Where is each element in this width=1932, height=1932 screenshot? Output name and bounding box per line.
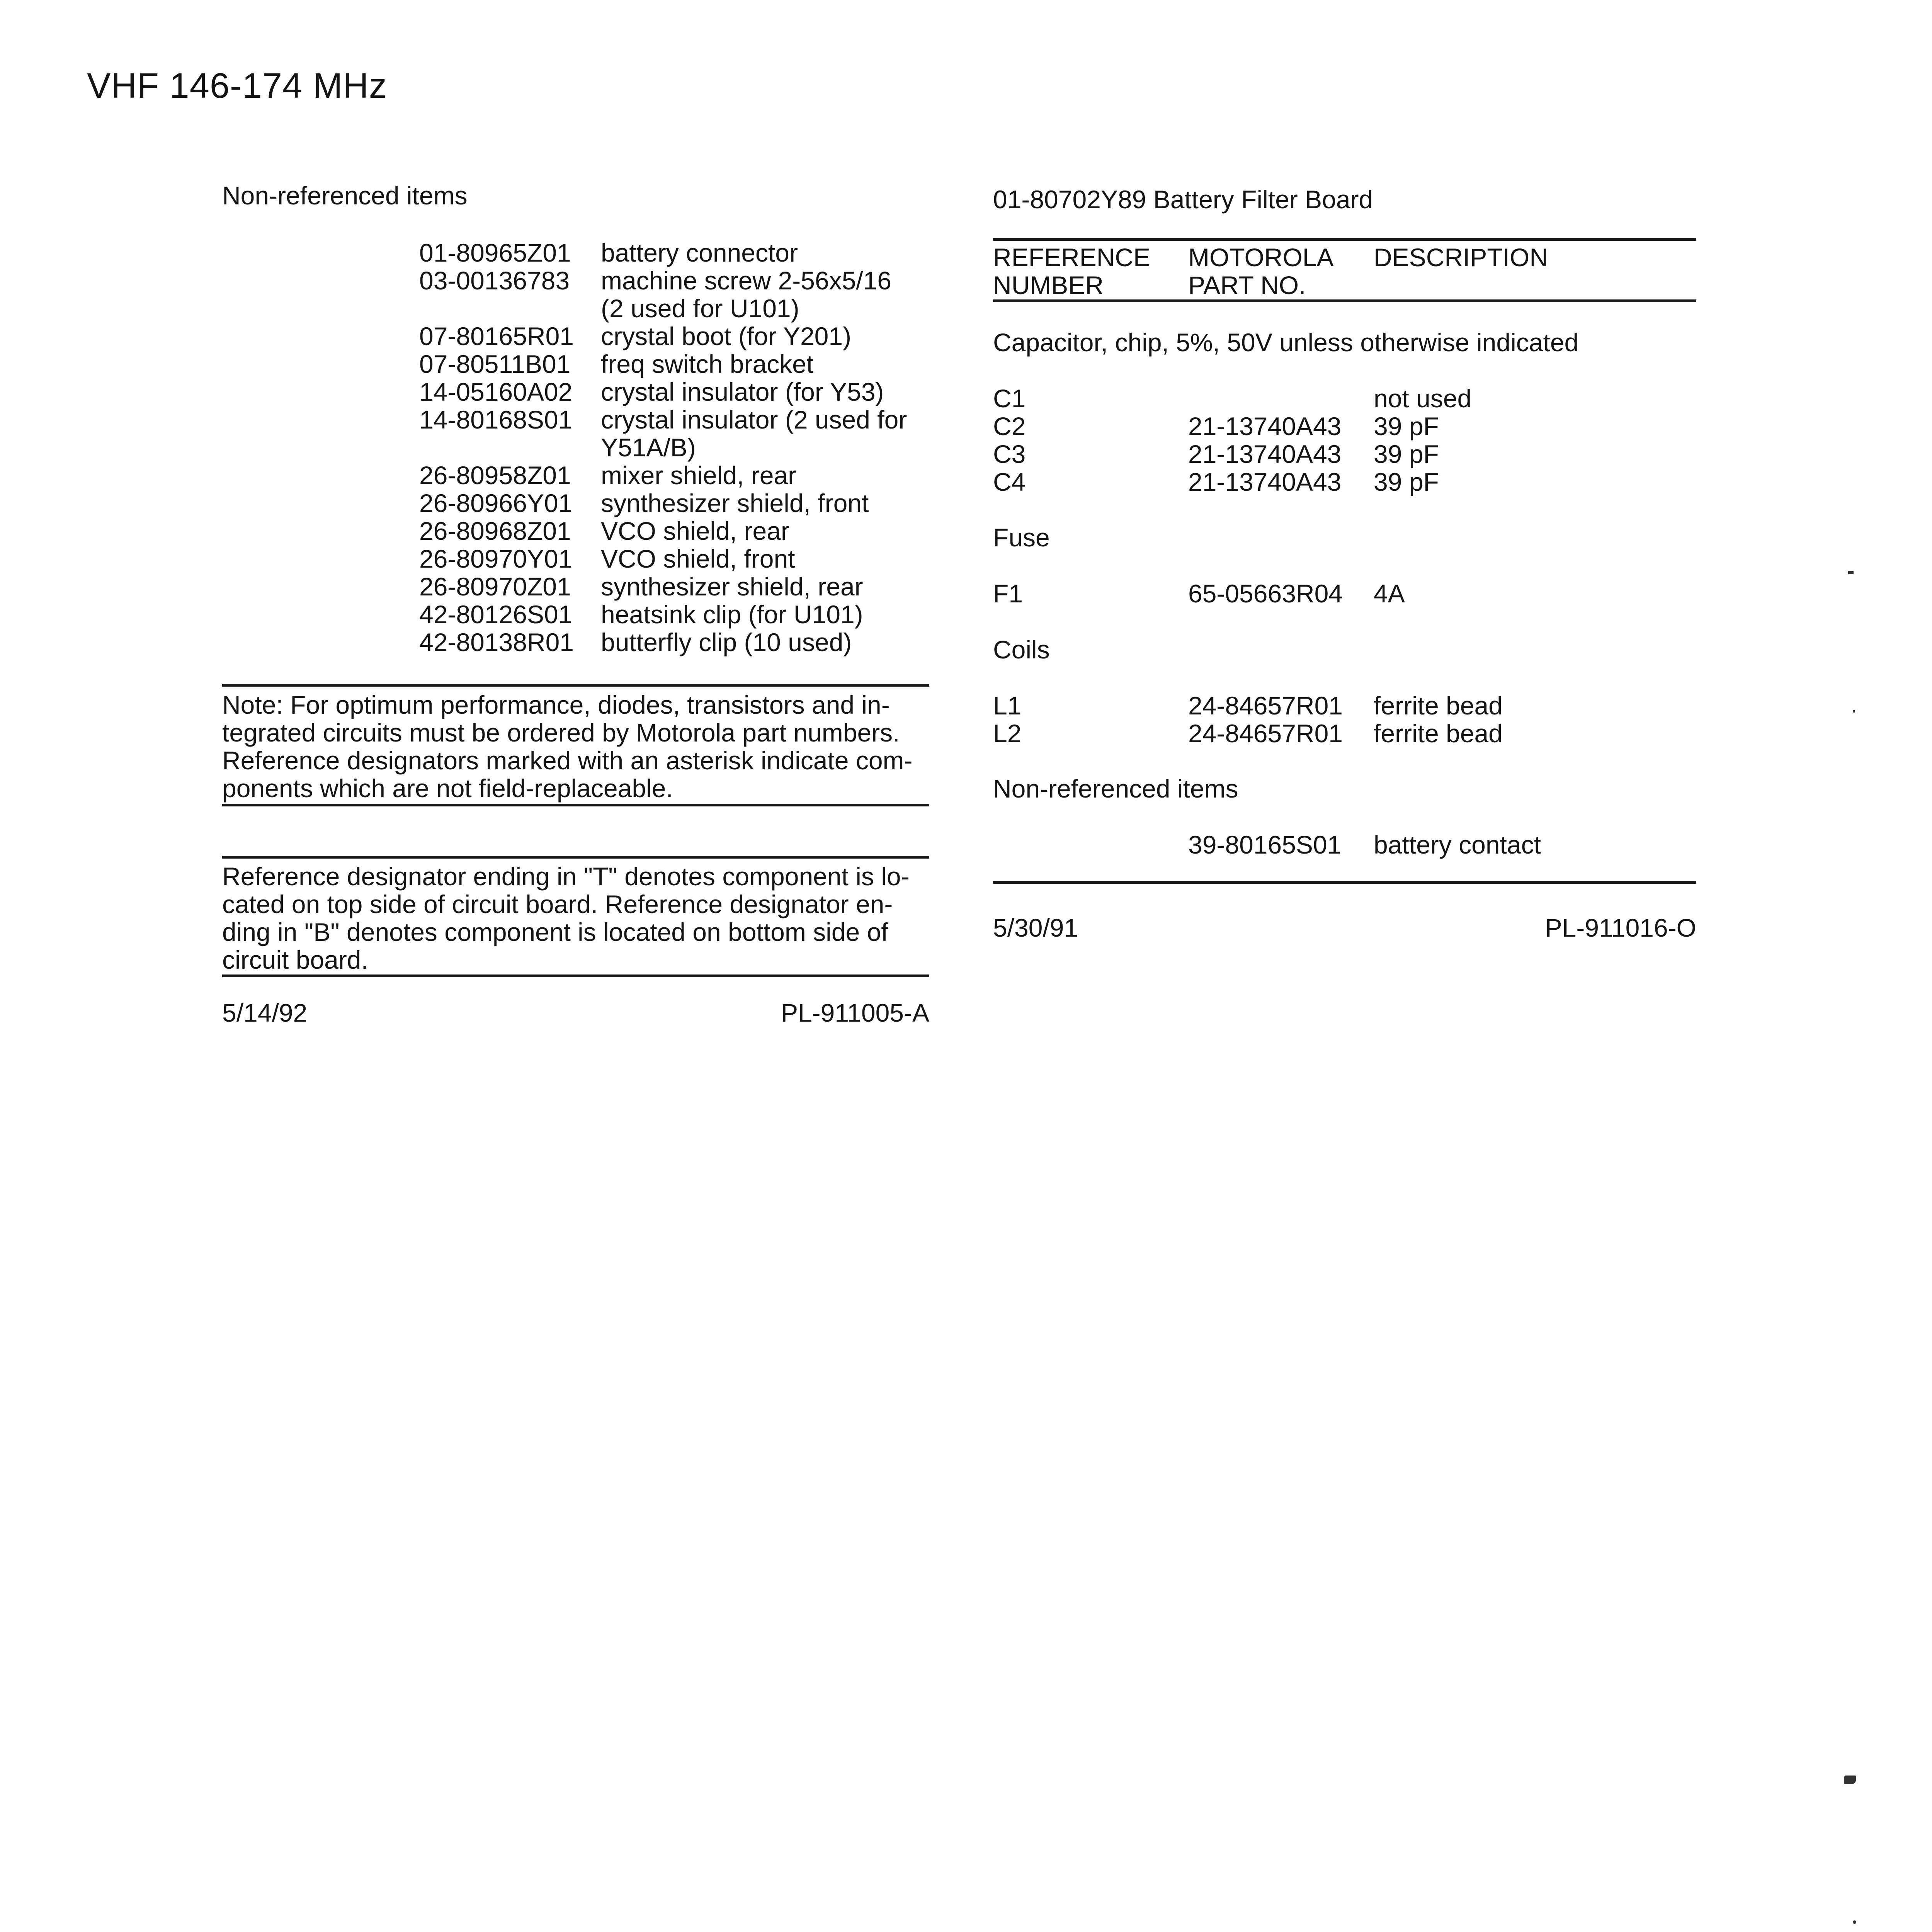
ref-designator: C4 <box>993 468 1026 496</box>
part-number: 07-80511B01 <box>419 350 571 378</box>
nonref-heading: Non-referenced items <box>993 774 1238 803</box>
ref-designator: L1 <box>993 691 1022 720</box>
table-row <box>993 440 1696 468</box>
part-description: 39 pF <box>1374 468 1439 496</box>
part-number: 26-80966Y01 <box>419 489 573 517</box>
note-line: Reference designators marked with an asterisk indicate com- <box>222 746 913 775</box>
table-row <box>419 406 918 461</box>
table-row <box>419 322 918 350</box>
ref-designator: F1 <box>993 579 1023 608</box>
part-number: 26-80970Y01 <box>419 544 573 573</box>
note-line: circuit board. <box>222 946 368 974</box>
table-row <box>419 239 918 267</box>
part-description: VCO shield, front <box>601 544 795 573</box>
header-description: DESCRIPTION <box>1374 243 1548 272</box>
footer-date: 5/30/91 <box>993 913 1078 942</box>
part-number: 14-05160A02 <box>419 378 573 406</box>
part-description: machine screw 2-56x5/16 (2 used for U101) <box>601 266 892 323</box>
part-number: 42-80138R01 <box>419 628 574 656</box>
part-number: 21-13740A43 <box>1188 412 1342 440</box>
board-section-title: 01-80702Y89 Battery Filter Board <box>993 185 1373 214</box>
table-row <box>419 350 918 378</box>
part-number: 07-80165R01 <box>419 322 574 350</box>
divider <box>222 975 929 977</box>
table-row <box>993 580 1696 607</box>
divider <box>222 684 929 687</box>
part-number: 01-80965Z01 <box>419 238 571 267</box>
part-description: 39 pF <box>1374 412 1439 440</box>
part-number: 26-80970Z01 <box>419 572 571 601</box>
table-row <box>993 412 1696 440</box>
note-board-side <box>222 862 929 974</box>
part-description: not used <box>1374 384 1472 413</box>
part-number: 26-80958Z01 <box>419 461 571 490</box>
table-row <box>419 545 918 573</box>
part-number: 21-13740A43 <box>1188 440 1342 468</box>
part-description: synthesizer shield, rear <box>601 572 863 601</box>
part-description: crystal insulator (2 used for Y51A/B) <box>601 405 907 462</box>
part-description: freq switch bracket <box>601 350 814 378</box>
part-description: ferrite bead <box>1374 691 1503 720</box>
ref-designator: C2 <box>993 412 1026 440</box>
scan-speck <box>1848 571 1854 574</box>
part-description: battery connector <box>601 238 798 267</box>
header-number: NUMBER <box>993 271 1104 299</box>
footer-code: PL-911005-A <box>781 998 929 1027</box>
part-description: 39 pF <box>1374 440 1439 468</box>
table-row <box>993 692 1696 719</box>
part-description: crystal insulator (for Y53) <box>601 378 884 406</box>
nonref-section-title: Non-referenced items <box>222 181 468 210</box>
capacitor-heading: Capacitor, chip, 5%, 50V unless otherwise indicated <box>993 328 1579 357</box>
table-row <box>419 489 918 517</box>
ref-designator: C1 <box>993 384 1026 413</box>
part-number: 21-13740A43 <box>1188 468 1342 496</box>
table-row <box>419 267 918 322</box>
part-description: VCO shield, rear <box>601 517 789 545</box>
note-line: ding in "B" denotes component is located on bottom side of <box>222 918 888 946</box>
part-number: 24-84657R01 <box>1188 691 1343 720</box>
footer-date: 5/14/92 <box>222 998 308 1027</box>
part-number: 14-80168S01 <box>419 405 573 434</box>
part-description: battery contact <box>1374 830 1541 859</box>
scan-speck <box>1844 1776 1856 1784</box>
scan-speck <box>1853 710 1855 713</box>
part-description: butterfly clip (10 used) <box>601 628 852 656</box>
part-description: mixer shield, rear <box>601 461 797 490</box>
table-row <box>993 468 1696 496</box>
note-field-replaceable <box>222 691 929 802</box>
part-description: 4A <box>1374 579 1405 608</box>
part-number: 65-05663R04 <box>1188 579 1343 608</box>
table-row <box>419 628 918 656</box>
note-line: tegrated circuits must be ordered by Motorola part numbers. <box>222 718 900 747</box>
divider <box>993 881 1696 884</box>
divider <box>993 299 1696 302</box>
note-line: ponents which are not field-replaceable. <box>222 774 673 803</box>
part-description: ferrite bead <box>1374 719 1503 748</box>
table-row <box>419 461 918 489</box>
page-header-title: VHF 146-174 MHz <box>87 66 387 105</box>
fuse-heading: Fuse <box>993 523 1050 552</box>
table-row <box>419 573 918 600</box>
table-row <box>419 378 918 406</box>
part-number: 26-80968Z01 <box>419 517 571 545</box>
note-line: Note: For optimum performance, diodes, transistors and in- <box>222 690 890 719</box>
footer-code: PL-911016-O <box>1545 913 1696 942</box>
coils-heading: Coils <box>993 635 1050 664</box>
part-number: 42-80126S01 <box>419 600 573 629</box>
table-row <box>419 600 918 628</box>
part-description: crystal boot (for Y201) <box>601 322 852 350</box>
table-row <box>419 517 918 545</box>
part-description: heatsink clip (for U101) <box>601 600 863 629</box>
divider <box>993 238 1696 241</box>
part-description: synthesizer shield, front <box>601 489 869 517</box>
part-number: 24-84657R01 <box>1188 719 1343 748</box>
nonref-parts-table <box>419 239 918 656</box>
ref-designator: C3 <box>993 440 1026 468</box>
divider <box>222 856 929 859</box>
table-row <box>993 831 1696 859</box>
scan-speck <box>1853 1920 1856 1924</box>
ref-designator: L2 <box>993 719 1022 748</box>
table-row <box>993 719 1696 747</box>
part-number: 39-80165S01 <box>1188 830 1342 859</box>
table-row <box>993 384 1696 412</box>
note-line: Reference designator ending in "T" denotes component is lo- <box>222 862 910 891</box>
part-number: 03-00136783 <box>419 266 570 295</box>
header-reference: REFERENCE <box>993 243 1151 272</box>
note-line: cated on top side of circuit board. Reference designator en- <box>222 890 893 918</box>
header-motorola: MOTOROLA <box>1188 243 1334 272</box>
header-part-no: PART NO. <box>1188 271 1306 299</box>
divider <box>222 804 929 806</box>
